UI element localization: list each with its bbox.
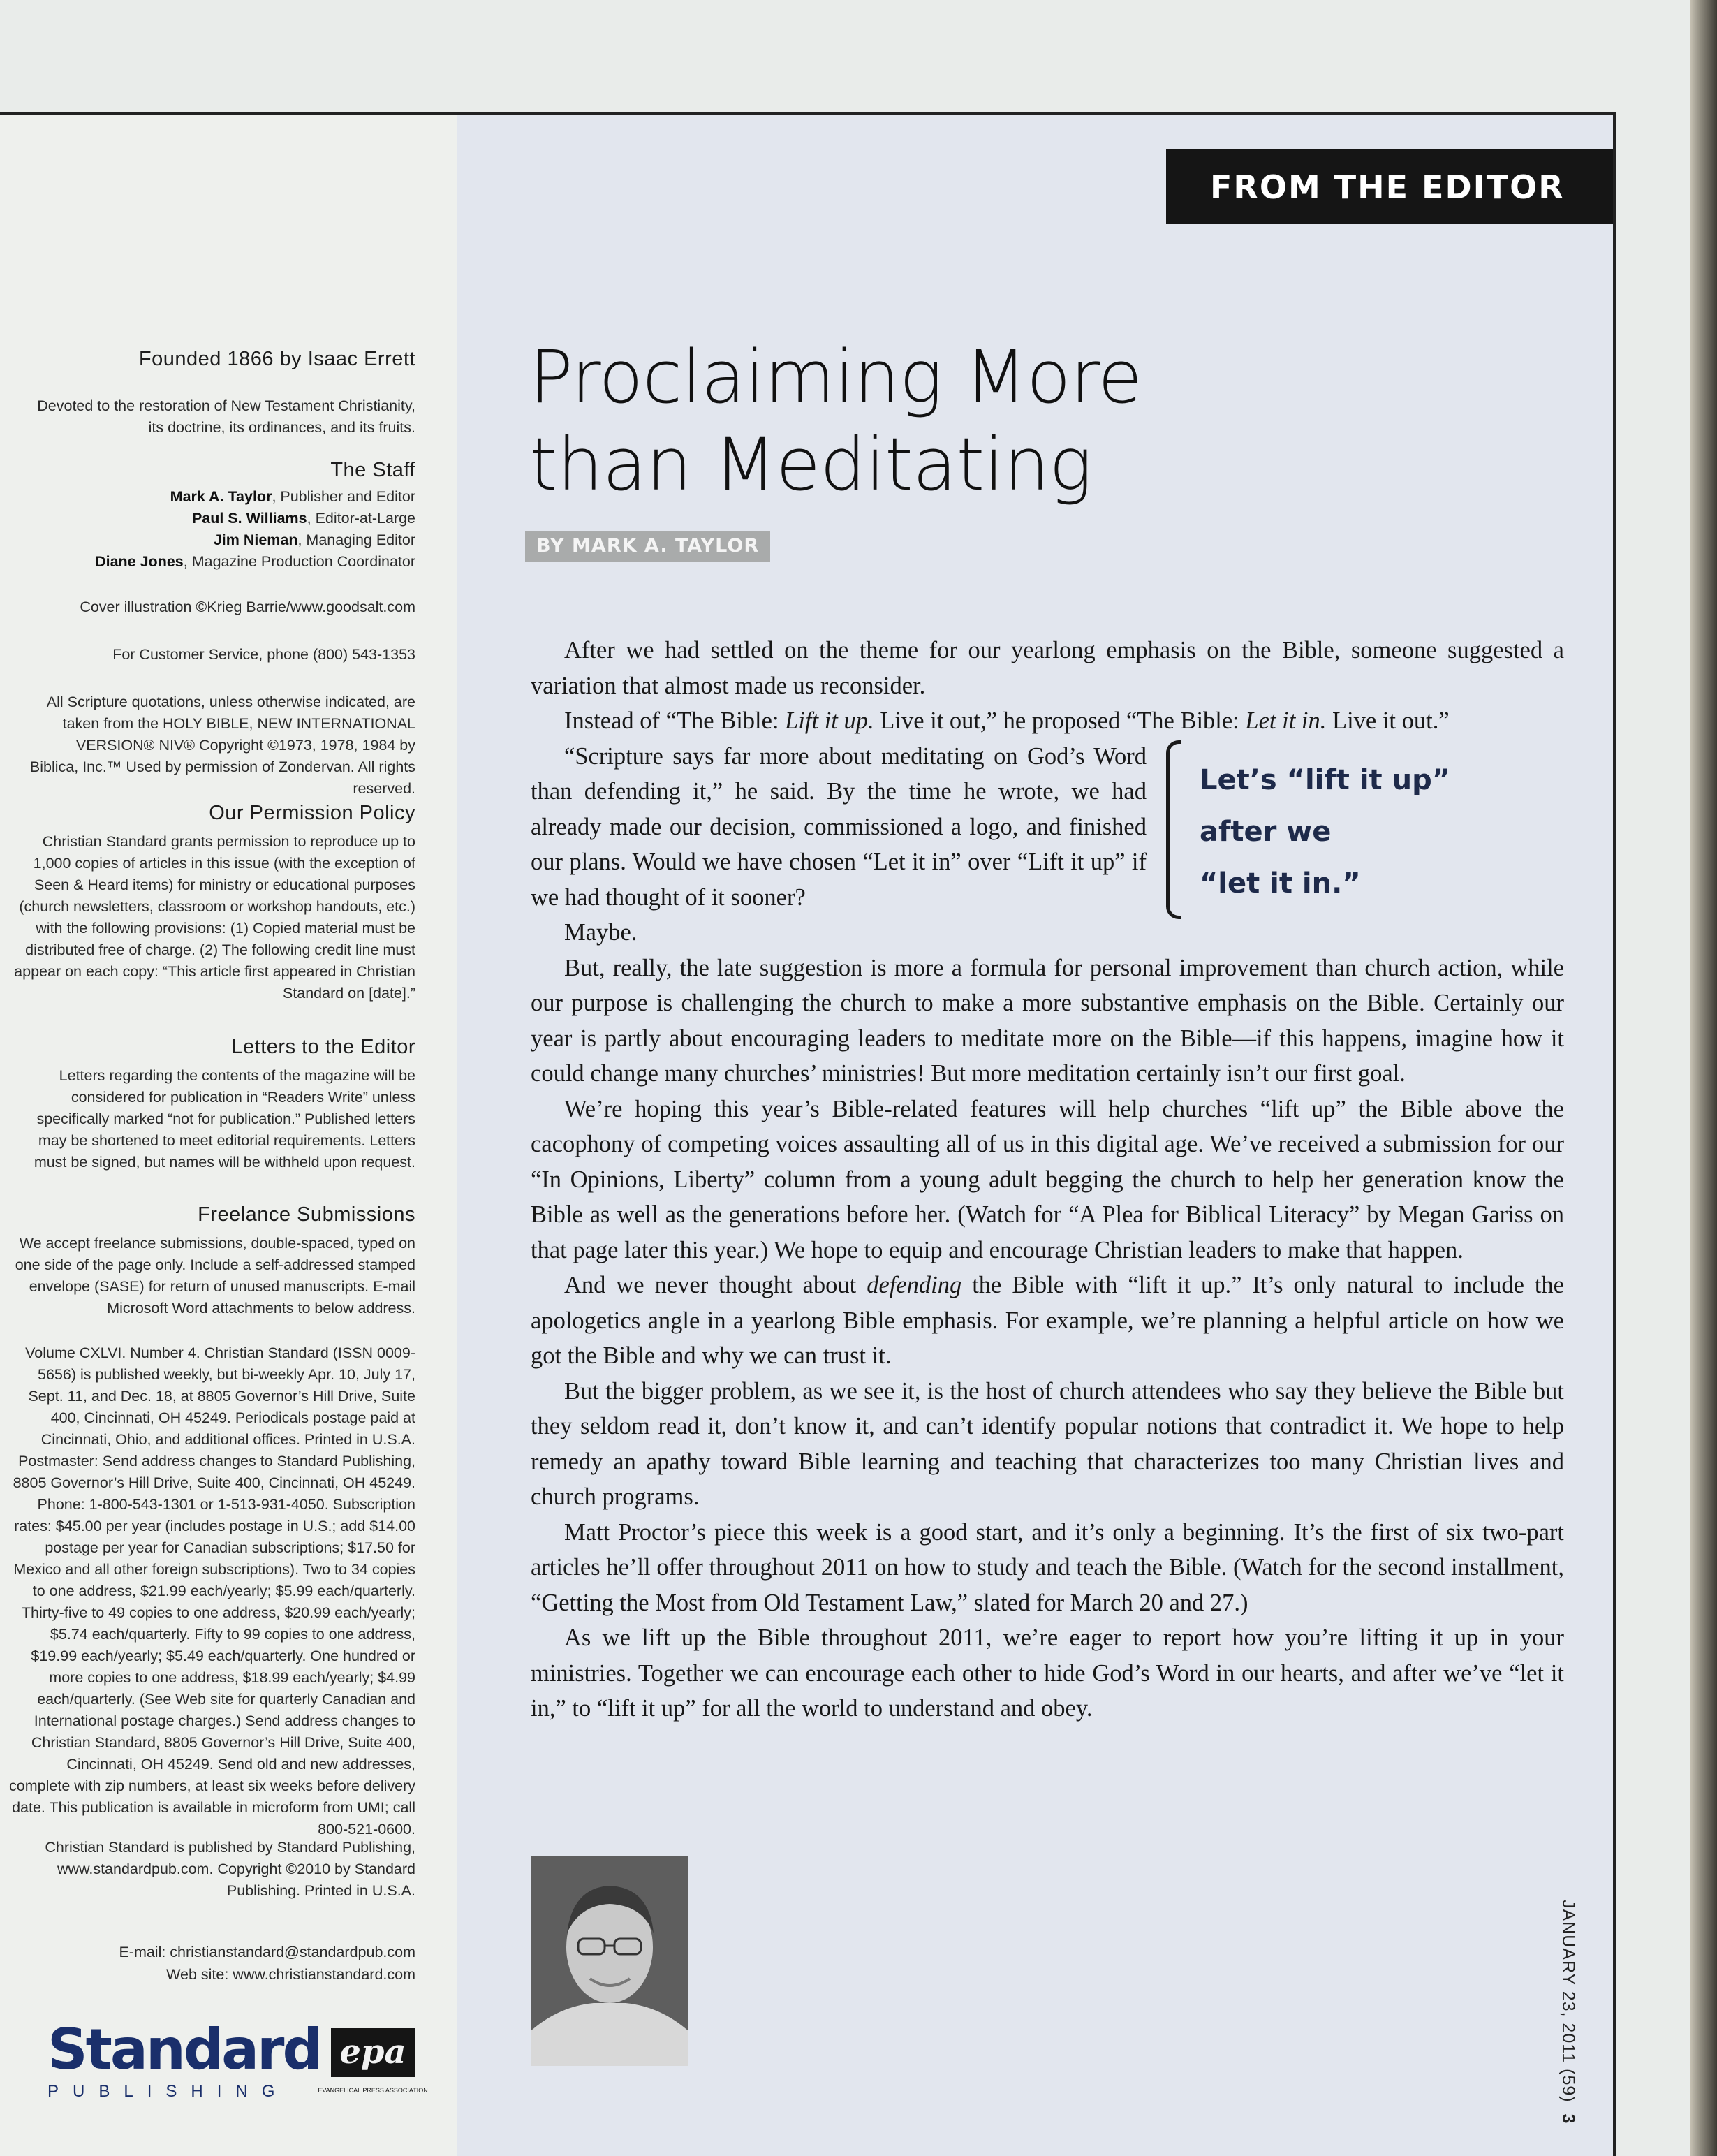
permission-heading: Our Permission Policy: [209, 802, 415, 824]
logo-wordmark: Standard: [47, 2017, 320, 2082]
logo-subline: PUBLISHING: [47, 2082, 289, 2101]
paragraph: After we had settled on the theme for our yearlong emphasis on the Bible, someone suggested a variation that almost made us reconsider.: [531, 637, 1564, 699]
volume-text: Volume CXLVI. Number 4. Christian Standard (ISSN 0009-5656) is published weekly, but bi-weekly Apr. 10, July 17, Sept. 11, and Dec. 18, at 8805 Governor’s Hill Drive, Suite 400, Cincinnati, OH 45249. Periodicals postage paid at Cincinnati, Ohio, and additional offices. Printed in U.S.A. Postmaster: Send address changes to Standard Publishing, 8805 Governor’s Hill Drive, Suite 400, Cincinnati, OH 45249. Phone: 1-800-543-1301 or 1-513-931-4050. Subscription rates: $45.00 per year (includes postage in U.S.; add $14.00 postage per year for Canadian subscriptions; $17.50 for Mexico and all other foreign subscriptions). Two to 34 copies to one address, $21.99 each/yearly; $5.99 each/quarterly. Thirty-five to 49 copies to one address, $20.99 each/yearly; $5.74 each/quarterly. Fifty to 99 copies to one address, $19.99 each/yearly; $5.49 each/quarterly. One hundred or more copies to one address, $18.99 each/yearly; $4.99 each/quarterly. (See Web site for quarterly Canadian and International postage charges.) Send address changes to Christian Standard, 8805 Governor’s Hill Drive, Suite 400, Cincinnati, OH 45249. Send old and new addresses, complete with zip numbers, at least six weeks before delivery date. This publication is available in microform from UMI; call 800-521-0600.: [9, 1344, 415, 1838]
epa-caption: EVANGELICAL PRESS ASSOCIATION: [318, 2087, 428, 2094]
section-tag: FROM THE EDITOR: [1166, 149, 1613, 224]
devoted-text: Devoted to the restoration of New Testament Christianity, its doctrine, its ordinances, and its fruits.: [37, 397, 415, 436]
headline-line: Proclaiming More: [529, 335, 1142, 420]
staff-item: Mark A. Taylor, Publisher and Editor: [170, 488, 415, 505]
epa-logo: [318, 2027, 428, 2104]
paragraph: Maybe.: [564, 919, 638, 946]
letters-heading: Letters to the Editor: [231, 1036, 415, 1058]
folio: [1550, 1900, 1578, 2151]
paragraph: “Scripture says far more about meditating on God’s Word than defending it,” he said. By the time he wrote, we had already made our decision, commissioned a logo, and finished our plans. Would we have chosen “Let it in” over “Lift it up” if we had thought of it sooner?: [531, 742, 1147, 911]
article-headline: [529, 334, 1367, 508]
website-line: Web site: www.christianstandard.com: [166, 1966, 415, 1983]
paragraph: We’re hoping this year’s Bible-related features will help churches “lift up” the Bible above the cacophony of competing voices assaulting all of us in this digital age. We’ve received a submission for our “In Opinions, Liberty” column from a young adult begging the church to help her generation know the Bible as well as the generations before her. (Watch for “A Plea for Biblical Literacy” by Megan Gariss on that page later this year.) We hope to equip and encourage Christian leaders to make that happen.: [531, 1095, 1564, 1263]
letters-text: Letters regarding the contents of the magazine will be considered for publication in “Readers Write” unless specifically marked “not for publication.” Published letters may be shortened to meet editorial requirements. Letters must be signed, but names will be withheld upon request.: [34, 1067, 415, 1171]
masthead-sidebar: [0, 112, 457, 2156]
freelance-text: We accept freelance submissions, double-spaced, typed on one side of the page only. Include a self-addressed stamped envelope (SASE) for return of unused manuscripts. E-mail Microsoft Word attachments to below address.: [15, 1235, 415, 1317]
author-portrait-icon: [531, 1856, 688, 2066]
staff-heading: The Staff: [330, 459, 415, 481]
staff-item: Jim Nieman, Managing Editor: [213, 531, 415, 548]
epa-mark: epa: [339, 2032, 406, 2071]
author-photo: [531, 1856, 688, 2066]
pull-quote: [1166, 740, 1564, 923]
founded-line: Founded 1866 by Isaac Errett: [138, 348, 415, 370]
customer-service: For Customer Service, phone (800) 543-1353: [112, 646, 415, 663]
staff-item: Paul S. Williams, Editor-at-Large: [191, 510, 415, 527]
pull-quote-line: “let it in.”: [1200, 867, 1361, 900]
paragraph: Instead of “The Bible: Lift it up. Live it out,” he proposed “The Bible: Let it in. Live it out.”: [564, 707, 1450, 734]
bracket-icon: [1166, 740, 1181, 919]
scripture-notice: All Scripture quotations, unless otherwise indicated, are taken from the HOLY BIBLE, NEW INTERNATIONAL VERSION® NIV® Copyright ©1973, 1978, 1984 by Biblica, Inc.™ Used by permission of Zondervan. All rights reserved.: [29, 694, 415, 797]
pull-quote-line: Let’s “lift it up”: [1200, 763, 1450, 796]
headline-line: than Meditating: [529, 422, 1092, 507]
paragraph: Matt Proctor’s piece this week is a good start, and it’s only a beginning. It’s the first of six two-part articles he’ll offer throughout 2011 on how to study and teach the Bible. (Watch for the second installment, “Getting the Most from Old Testament Law,” slated for March 20 and 27.): [531, 1518, 1564, 1616]
email-line: E-mail: christianstandard@standardpub.com: [119, 1944, 415, 1960]
permission-text: Christian Standard grants permission to reproduce up to 1,000 copies of articles in this issue (with the exception of Seen & Heard items) for ministry or educational purposes (church newsletters, classroom or workshop handouts, etc.) with the following provisions: (1) Copied material must be distributed free of charge. (2) The following credit line must appear on each copy: “This article first appeared in Christian Standard on [date].”: [14, 833, 415, 1002]
cover-credit: Cover illustration ©Krieg Barrie/www.goodsalt.com: [80, 599, 415, 615]
folio-date: JANUARY 23, 2011 (59): [1558, 1900, 1578, 2103]
top-rule: [0, 112, 1614, 115]
paragraph: As we lift up the Bible throughout 2011, we’re eager to report how you’re lifting it up in your ministries. Together we can encourage each other to hide God’s Word in our hearts, and after we’ve “let it in,” to “lift it up” for all the world to understand and obey.: [531, 1625, 1564, 1722]
standard-publishing-logo: [47, 2017, 320, 2102]
staff-list: [24, 486, 415, 573]
staff-item: Diane Jones, Magazine Production Coordinator: [95, 553, 415, 570]
right-rule: [1613, 112, 1616, 2156]
pull-quote-line: after we: [1200, 815, 1332, 848]
byline: BY MARK A. TAYLOR: [525, 531, 770, 562]
paragraph: And we never thought about defending the Bible with “lift it up.” It’s only natural to include the apologetics angle in a yearlong Bible emphasis. For example, we’re planning a helpful article on how we got the Bible and why we can trust it.: [531, 1272, 1564, 1369]
paragraph: But, really, the late suggestion is more a formula for personal improvement than church action, while our purpose is challenging the church to make a more substantive emphasis on the Bible. Certainly our year is partly about encouraging leaders to meditate more on the Bible—if this happens, imagine how it could change many churches’ ministries! But more meditation certainly isn’t our first goal.: [531, 954, 1564, 1087]
page-edge: [1690, 0, 1717, 2156]
paragraph: But the bigger problem, as we see it, is the host of church attendees who say they believe the Bible but they seldom read it, don’t know it, and can’t identify popular notions that contradict it. We hope to help remedy an apathy toward Bible learning and teaching that characterizes too many Christian lives and church programs.: [531, 1377, 1564, 1510]
freelance-heading: Freelance Submissions: [198, 1203, 415, 1226]
pull-quote-text: [1200, 754, 1450, 909]
published-by: Christian Standard is published by Standard Publishing, www.standardpub.com. Copyright ©2010 by Standard Publishing. Printed in U.S.A.: [45, 1839, 415, 1899]
article-body: [531, 633, 1564, 1726]
page-number: 3: [1558, 2113, 1578, 2125]
